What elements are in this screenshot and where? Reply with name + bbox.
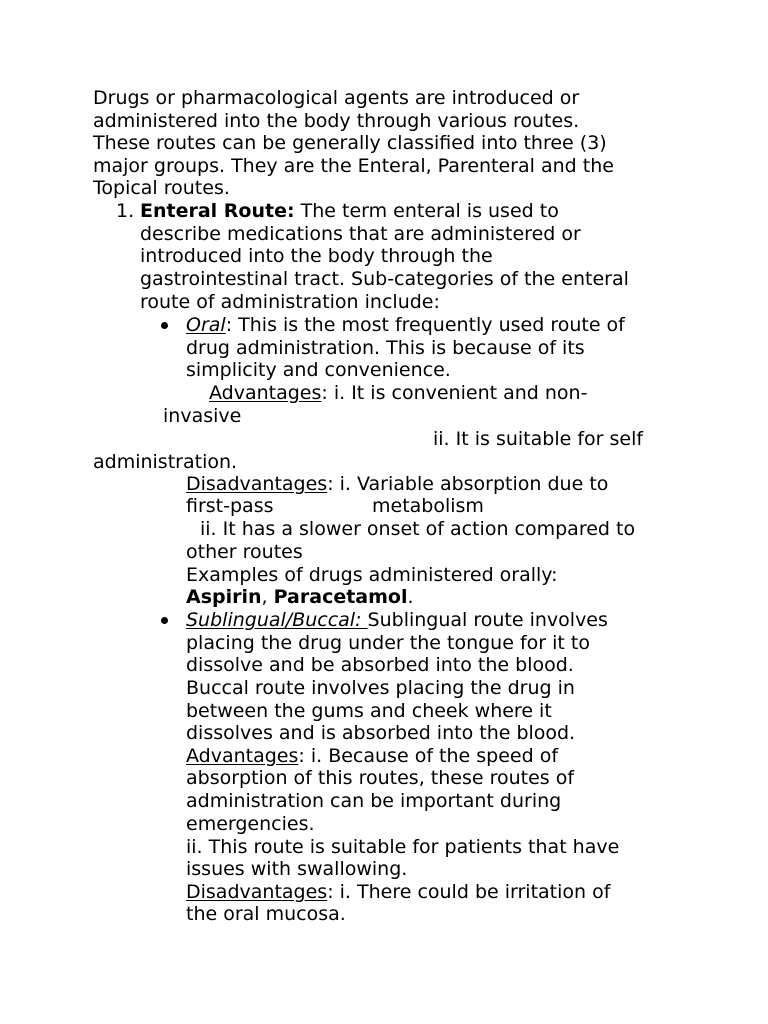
sublingual-line-2: placing the drug under the tongue for it to: [186, 632, 590, 654]
sublingual-line-4: Buccal route involves placing the drug in: [186, 677, 575, 699]
drug-separator: ,: [261, 586, 274, 608]
sublingual-line-1: [186, 609, 608, 631]
oral-disadvantages-cont-b: metabolism: [372, 495, 484, 517]
oral-disadvantages-label: Disadvantages: [186, 473, 328, 495]
oral-example-drugs: [186, 586, 414, 608]
oral-advantages-label: Advantages: [209, 382, 322, 404]
enteral-line-5: route of administration include:: [140, 291, 440, 313]
oral-advantages-line: [209, 382, 587, 404]
sublingual-disadvantages-cont: the oral mucosa.: [186, 903, 346, 925]
intro-line-1: Drugs or pharmacological agents are introduced or: [93, 87, 580, 109]
oral-advantages-cont: invasive: [163, 405, 242, 427]
enteral-line-1-rest: The term enteral is used to: [294, 200, 559, 222]
enteral-line-1: [140, 200, 559, 222]
oral-examples: Examples of drugs administered orally:: [186, 564, 558, 586]
sublingual-advantages-line-4: emergencies.: [186, 813, 315, 835]
sublingual-disadvantages-label: Disadvantages: [186, 881, 328, 903]
sublingual-line-3: dissolve and be absorbed into the blood.: [186, 654, 574, 676]
oral-line-2: drug administration. This is because of its: [186, 337, 585, 359]
oral-line-1: [186, 314, 625, 336]
bullet-icon: [161, 322, 168, 329]
list-number-1: 1.: [116, 200, 135, 222]
oral-advantages-text: : i. It is convenient and non-: [321, 382, 588, 404]
oral-advantages-ii-cont: administration.: [93, 451, 238, 473]
drug-paracetamol: Paracetamol: [273, 586, 408, 608]
sublingual-advantages-ii-cont: issues with swallowing.: [186, 858, 408, 880]
sublingual-line-1-rest: Sublingual route involves: [367, 609, 608, 631]
sublingual-advantages-line: [186, 745, 558, 767]
sublingual-disadvantages-text: : i. There could be irritation of: [327, 881, 611, 903]
intro-line-3: These routes can be generally classified into three (3): [93, 132, 607, 154]
oral-disadvantages-line: [186, 473, 608, 495]
enteral-line-4: gastrointestinal tract. Sub-categories of the enteral: [140, 268, 629, 290]
oral-line-3: simplicity and convenience.: [186, 359, 451, 381]
oral-line-1-rest: : This is the most frequently used route of: [225, 314, 625, 336]
drug-list-end: .: [407, 586, 414, 608]
sublingual-advantages-label: Advantages: [186, 745, 299, 767]
sublingual-line-5: between the gums and cheek where it: [186, 700, 552, 722]
sublingual-line-6: dissolves and is absorbed into the blood.: [186, 722, 576, 744]
intro-line-4: major groups. They are the Enteral, Parenteral and the: [93, 155, 614, 177]
oral-disadvantages-text: : i. Variable absorption due to: [327, 473, 609, 495]
drug-aspirin: Aspirin: [186, 586, 262, 608]
oral-disadvantages-cont-a: first-pass: [186, 495, 274, 517]
sublingual-advantages-ii: ii. This route is suitable for patients that have: [186, 836, 620, 858]
enteral-line-3: introduced into the body through the: [140, 245, 493, 267]
enteral-heading: Enteral Route:: [140, 200, 295, 222]
enteral-line-2: describe medications that are administered or: [140, 223, 581, 245]
sublingual-title: Sublingual/Buccal:: [186, 609, 368, 631]
oral-title: Oral: [186, 314, 226, 336]
oral-advantages-ii: ii. It is suitable for self: [433, 428, 644, 450]
intro-line-2: administered into the body through various routes.: [93, 110, 580, 132]
sublingual-advantages-line-2: absorption of this routes, these routes of: [186, 767, 575, 789]
oral-disadvantages-ii: ii. It has a slower onset of action compared to: [200, 518, 636, 540]
sublingual-advantages-text: : i. Because of the speed of: [298, 745, 559, 767]
sublingual-disadvantages-line: [186, 881, 610, 903]
intro-line-5: Topical routes.: [93, 177, 230, 199]
sublingual-advantages-line-3: administration can be important during: [186, 790, 562, 812]
bullet-icon: [161, 617, 168, 624]
oral-disadvantages-ii-cont: other routes: [186, 541, 303, 563]
